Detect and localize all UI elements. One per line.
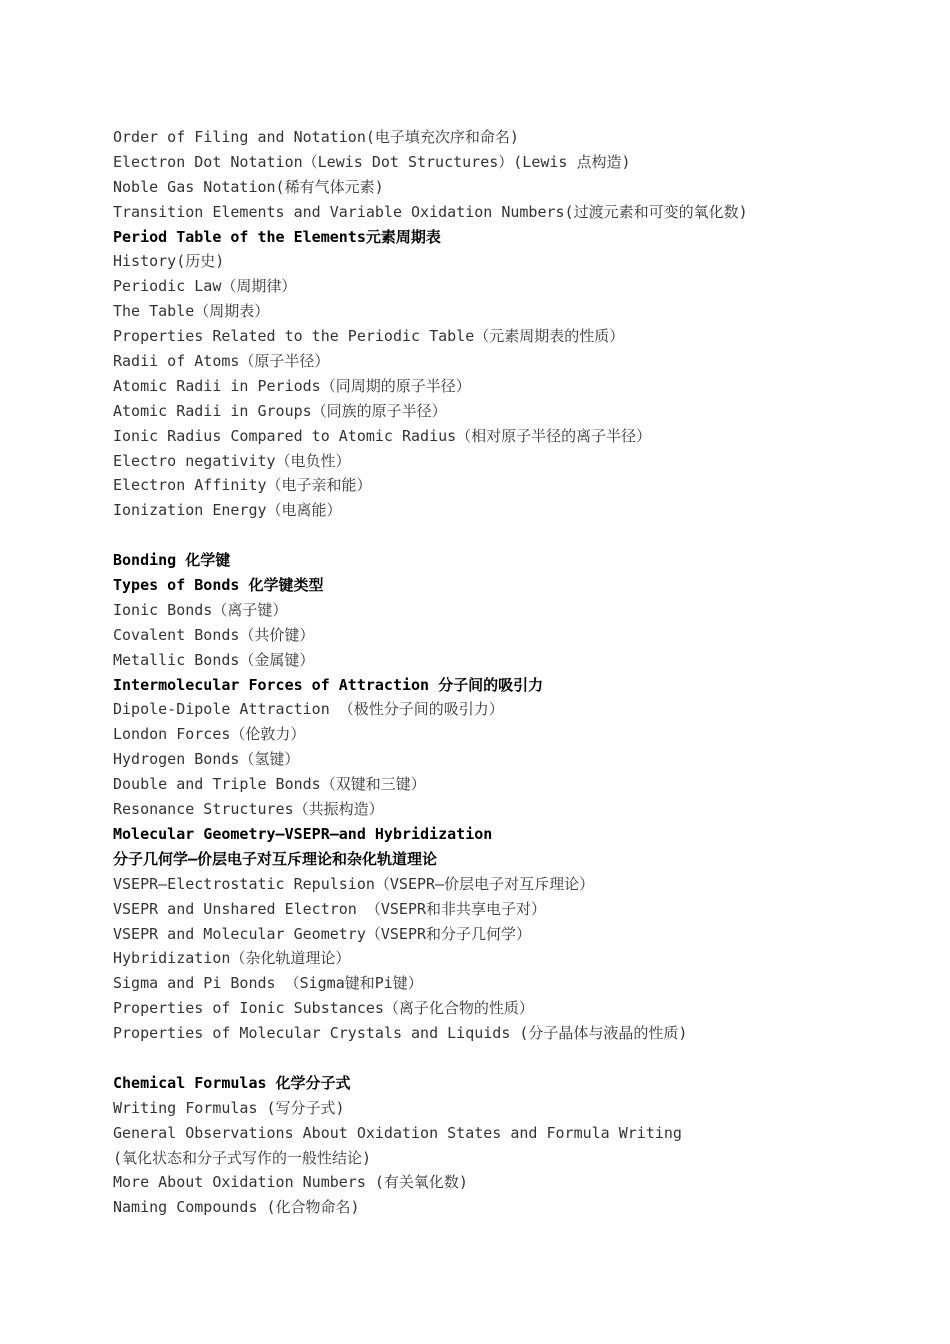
toc-entry: Covalent Bonds（共价键） <box>113 625 315 644</box>
toc-entry: Ionic Radius Compared to Atomic Radius（相对原子半径的离子半径） <box>113 426 652 445</box>
document-page <box>113 125 913 1220</box>
section-heading: 分子几何学—价层电子对互斥理论和杂化轨道理论 <box>113 849 438 868</box>
toc-entry: Noble Gas Notation(稀有气体元素) <box>113 177 384 196</box>
toc-entry: Naming Compounds (化合物命名) <box>113 1198 360 1217</box>
toc-entry: Metallic Bonds（金属键） <box>113 650 315 669</box>
section-heading: Types of Bonds 化学键类型 <box>113 576 324 595</box>
blank-line <box>113 523 913 548</box>
toc-entry: Hybridization（杂化轨道理论） <box>113 949 351 968</box>
toc-entry: Periodic Law（周期律） <box>113 277 297 296</box>
toc-entry: VSEPR—Electrostatic Repulsion（VSEPR—价层电子对互斥理论） <box>113 874 595 893</box>
toc-entry: Ionic Bonds（离子键） <box>113 600 288 619</box>
toc-entry: Electro negativity（电负性） <box>113 451 351 470</box>
toc-entry: Properties of Molecular Crystals and Liquids (分子晶体与液晶的性质) <box>113 1024 688 1043</box>
toc-entry: Hydrogen Bonds（氢键） <box>113 750 300 769</box>
blank-line <box>113 1046 913 1071</box>
toc-entry: Resonance Structures（共振构造） <box>113 800 384 819</box>
toc-entry: More About Oxidation Numbers (有关氧化数) <box>113 1173 468 1192</box>
toc-entry: Writing Formulas (写分子式) <box>113 1098 345 1117</box>
toc-entry: Order of Filing and Notation(电子填充次序和命名) <box>113 128 519 146</box>
toc-entry: Electron Dot Notation（Lewis Dot Structures）(Lewis 点构造) <box>113 152 631 171</box>
toc-entry: VSEPR and Molecular Geometry（VSEPR和分子几何学） <box>113 924 532 943</box>
toc-entry: Ionization Energy（电离能） <box>113 501 342 520</box>
toc-entry: The Table（周期表） <box>113 302 270 321</box>
toc-entry: Transition Elements and Variable Oxidation Numbers(过渡元素和可变的氧化数) <box>113 202 748 221</box>
section-heading: Intermolecular Forces of Attraction 分子间的吸引力 <box>113 675 544 694</box>
toc-entry: General Observations About Oxidation States and Formula Writing <box>113 1123 682 1142</box>
section-heading: Chemical Formulas 化学分子式 <box>113 1073 351 1092</box>
toc-entry: Properties Related to the Periodic Table（元素周期表的性质） <box>113 327 625 346</box>
toc-entry: Atomic Radii in Periods（同周期的原子半径） <box>113 376 471 395</box>
toc-entry: (氧化状态和分子式写作的一般性结论) <box>113 1148 372 1167</box>
toc-entry: Double and Triple Bonds（双键和三键） <box>113 775 426 794</box>
section-heading: Bonding 化学键 <box>113 551 231 570</box>
toc-entry: Sigma and Pi Bonds （Sigma键和Pi键） <box>113 974 423 993</box>
toc-entry: VSEPR and Unshared Electron （VSEPR和非共享电子对） <box>113 899 547 918</box>
toc-entry: Properties of Ionic Substances（离子化合物的性质） <box>113 999 534 1018</box>
section-heading: Molecular Geometry—VSEPR—and Hybridization <box>113 824 493 843</box>
toc-entry: London Forces（伦敦力） <box>113 725 306 744</box>
toc-entry: History(历史) <box>113 252 225 271</box>
toc-entry: Dipole-Dipole Attraction （极性分子间的吸引力） <box>113 700 504 719</box>
toc-entry: Atomic Radii in Groups（同族的原子半径） <box>113 401 447 420</box>
section-heading: Period Table of the Elements元素周期表 <box>113 227 441 246</box>
toc-entry: Electron Affinity（电子亲和能） <box>113 476 372 495</box>
toc-entry: Radii of Atoms（原子半径） <box>113 352 330 371</box>
